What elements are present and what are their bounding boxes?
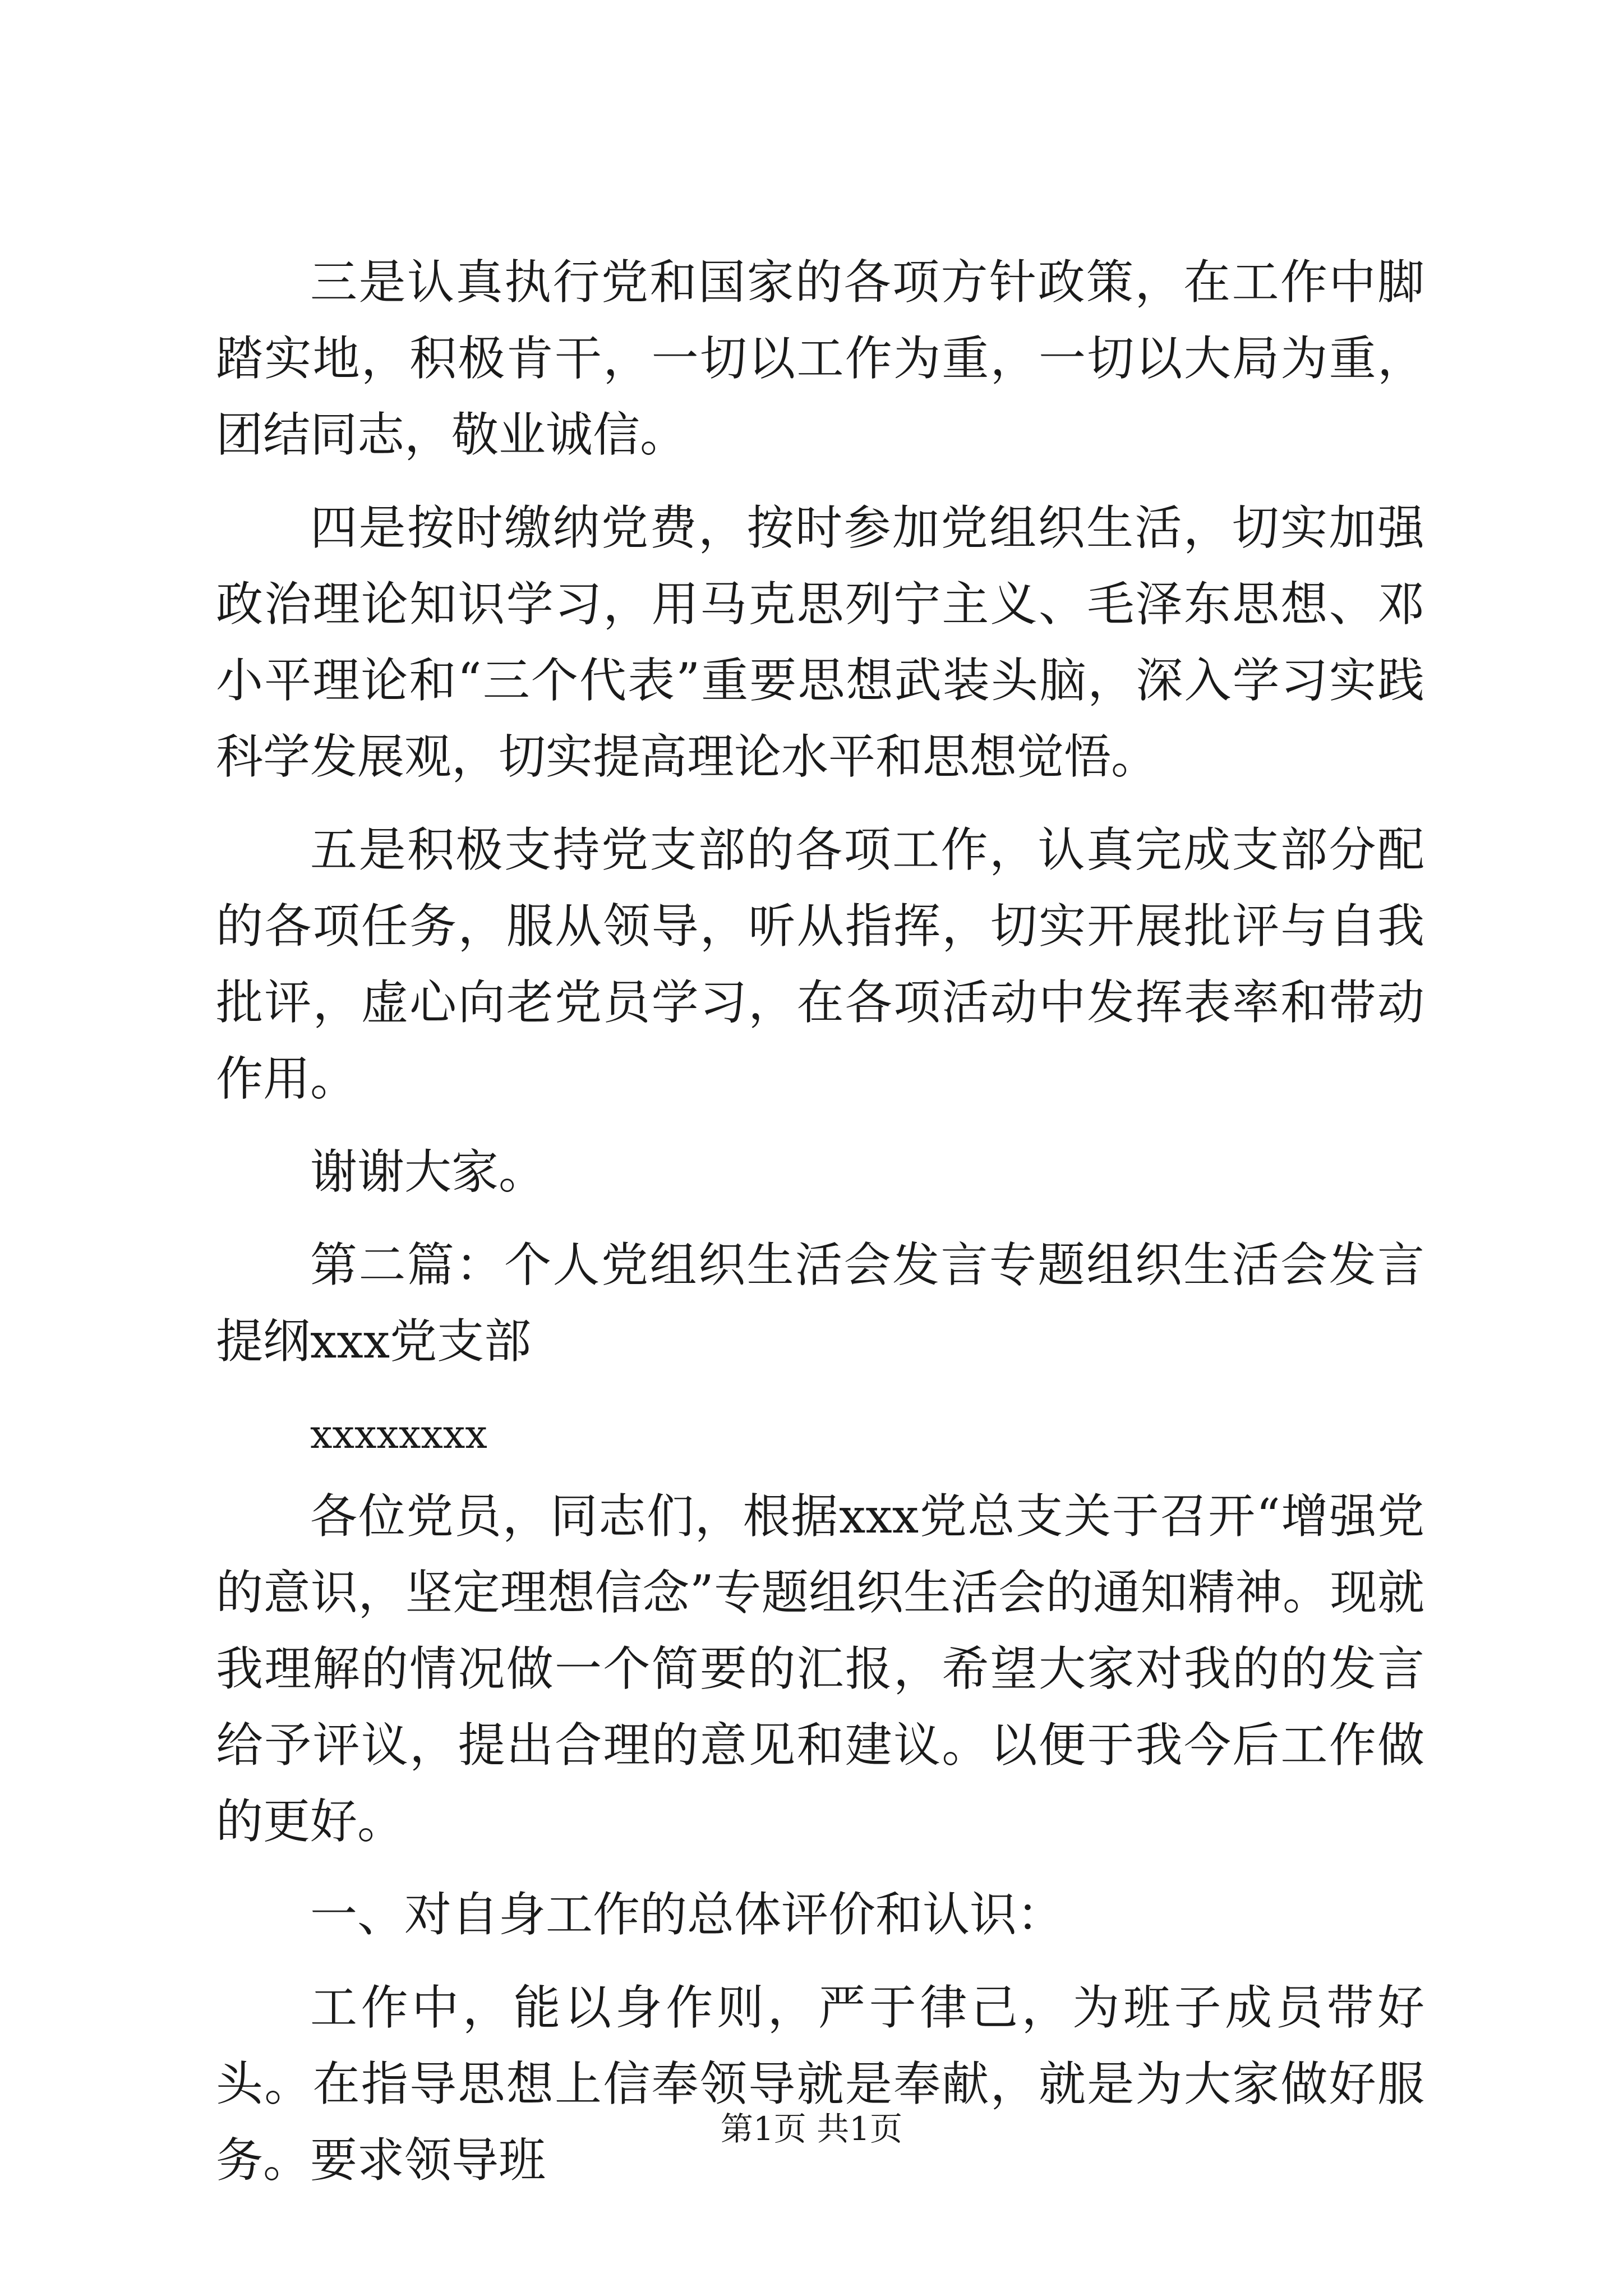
subheading-self-evaluation: 一、对自身工作的总体评价和认识： xyxy=(310,1887,1064,1942)
paragraph-three: 三是认真执行党和国家的各项方针政策，在工作中脚踏实地，积极肯干，一切以工作为重，一切以大局为重，团结同志，敬业诚信。 xyxy=(216,255,1424,462)
speaker-name: xxxxxxxx xyxy=(310,1411,487,1457)
paragraph-opening: 各位党员，同志们，根据xxx党总支关于召开“增强党的意识，坚定理想信念”专题组织生活会的通知精神。现就我理解的情况做一个简要的汇报，希望大家对我的的发言给予评议，提出合理的意见和建议。以便于我今后工作做的更好。 xyxy=(216,1489,1424,1849)
paragraph-five: 五是积极支持党支部的各项工作，认真完成支部分配的各项任务，服从领导，听从指挥，切实开展批评与自我批评，虚心向老党员学习，在各项活动中发挥表率和带动作用。 xyxy=(216,822,1424,1106)
paragraph-work: 工作中，能以身作则，严于律己，为班子成员带好头。在指导思想上信奉领导就是奉献，就是为大家做好服务。要求领导班 xyxy=(216,1980,1424,2188)
document-body xyxy=(216,244,1424,2198)
paragraph-thanks: 谢谢大家。 xyxy=(310,1144,546,1199)
page-footer: 第1页 共1页 xyxy=(720,2110,903,2148)
paragraph-four: 四是按时缴纳党费，按时参加党组织生活，切实加强政治理论知识学习，用马克思列宁主义、毛泽东思想、邓小平理论和“三个代表”重要思想武装头脑，深入学习实践科学发展观，切实提高理论水平和思想觉悟。 xyxy=(216,500,1424,784)
section-heading-second: 第二篇：个人党组织生活会发言专题组织生活会发言提纲xxx党支部 xyxy=(216,1237,1424,1369)
